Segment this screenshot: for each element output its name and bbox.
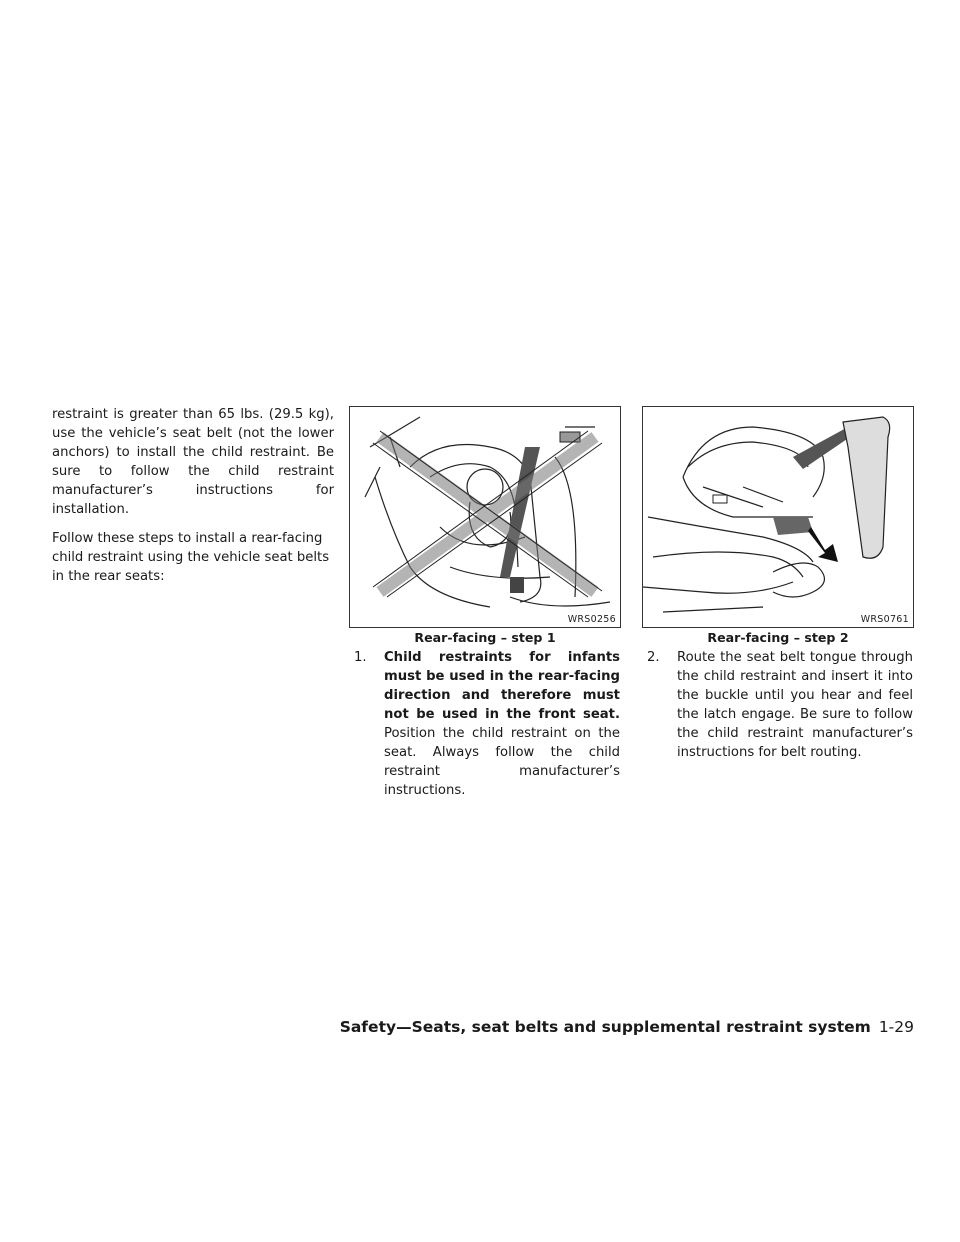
intro-paragraph-2: Follow these steps to install a rear-facing child restraint using the vehicle seat belts in the rear seats:: [52, 531, 330, 584]
child-seat-illustration-crossed: [350, 407, 620, 627]
seat-belt-buckle-illustration: [643, 407, 913, 627]
page-footer: [340, 1018, 914, 1036]
figure-caption-1: Rear-facing – step 1: [414, 630, 556, 645]
figure-code: WRS0256: [567, 614, 616, 625]
step-1: [354, 648, 620, 800]
page-number: 1-29: [878, 1018, 914, 1036]
figure-rear-facing-step-2: [642, 406, 914, 628]
step-number: 2.: [647, 650, 660, 665]
step-text: Position the child restraint on the seat. Always follow the child restraint manufacturer’s instructions.: [384, 726, 620, 798]
intro-paragraph-1: restraint is greater than 65 lbs. (29.5 kg), use the vehicle’s seat belt (not the lower anchors) to install the child restraint. Be sure to follow the child restraint manufacturer’s instructions for installation.: [52, 407, 334, 517]
step-body: [384, 648, 620, 800]
figure-code: WRS0761: [860, 614, 909, 625]
intro-column: [52, 405, 334, 596]
figure-caption-2: Rear-facing – step 2: [707, 630, 849, 645]
step-text: Route the seat belt tongue through the child restraint and insert it into the buckle until you hear and feel the latch engage. Be sure to follow the child restraint manufacturer’s instructions for belt routing.: [677, 650, 913, 760]
figure-rear-facing-step-1: [349, 406, 621, 628]
step-warning-bold: Child restraints for infants must be used in the rear-facing direction and therefore must not be used in the front seat.: [384, 650, 620, 722]
section-title: Safety—Seats, seat belts and supplemental restraint system: [339, 1018, 871, 1036]
step-number: 1.: [354, 650, 367, 665]
step-2: [647, 648, 913, 762]
step-body: [677, 648, 913, 762]
